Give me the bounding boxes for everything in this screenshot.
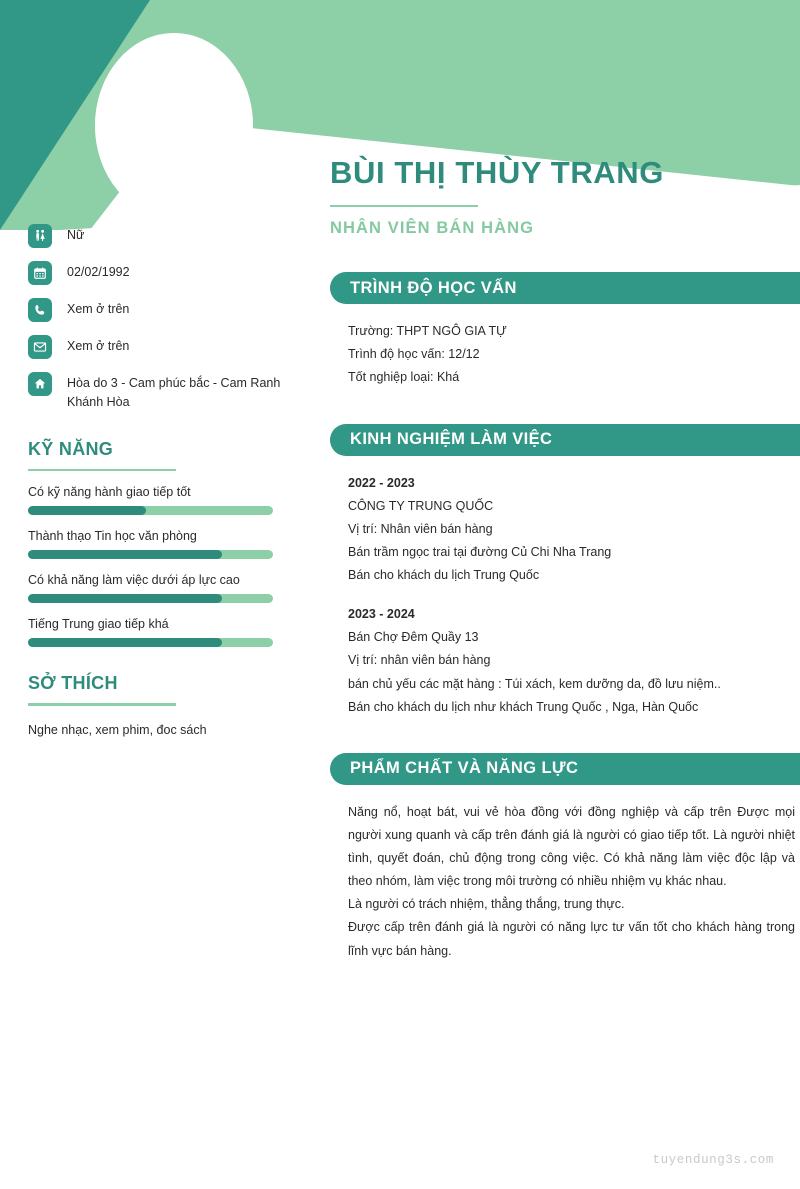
education-body bbox=[330, 304, 800, 389]
section-experience bbox=[330, 424, 800, 719]
contact-item-birthdate bbox=[28, 261, 288, 285]
experience-line: Vị trí: Nhân viên bán hàng bbox=[348, 521, 493, 536]
contact-item-email bbox=[28, 335, 288, 359]
skill-item bbox=[28, 485, 288, 515]
page-title: BÙI THỊ THÙY TRANG bbox=[330, 155, 664, 190]
skill-label: Có khả năng làm việc dưới áp lực cao bbox=[28, 573, 240, 588]
email-icon bbox=[28, 335, 52, 359]
skills-list bbox=[28, 485, 288, 647]
skill-item bbox=[28, 573, 288, 603]
hobbies-text: Nghe nhạc, xem phim, đoc sách bbox=[28, 722, 207, 737]
footer-watermark: tuyendung3s.com bbox=[652, 1153, 774, 1167]
skill-bar-fill bbox=[28, 506, 146, 515]
job-title: NHÂN VIÊN BÁN HÀNG bbox=[330, 219, 535, 238]
education-heading: TRÌNH ĐỘ HỌC VẤN bbox=[350, 278, 517, 297]
contact-value: Xem ở trên bbox=[67, 339, 130, 353]
skill-item bbox=[28, 529, 288, 559]
skill-bar-fill bbox=[28, 594, 222, 603]
skills-heading-rule bbox=[28, 469, 176, 472]
experience-header-bar bbox=[330, 424, 800, 456]
sidebar bbox=[0, 216, 310, 740]
qualities-paragraph: Được cấp trên đánh giá là người có năng lực tư vấn tốt cho khách hàng trong lĩnh vực bán hàng. bbox=[348, 920, 795, 958]
experience-period: 2023 - 2024 bbox=[348, 607, 415, 622]
section-qualities bbox=[330, 753, 800, 963]
experience-body bbox=[330, 456, 800, 719]
contact-list bbox=[28, 224, 288, 413]
main-content bbox=[330, 155, 800, 963]
contact-value: Xem ở trên bbox=[67, 302, 130, 316]
skill-bar-track bbox=[28, 594, 273, 603]
skills-heading: KỸ NĂNG bbox=[28, 438, 114, 459]
experience-line: CÔNG TY TRUNG QUỐC bbox=[348, 498, 494, 513]
skill-bar-fill bbox=[28, 638, 222, 647]
home-icon bbox=[28, 372, 52, 396]
section-education bbox=[330, 272, 800, 389]
title-rule bbox=[330, 205, 478, 208]
education-line: Trường: THPT NGÔ GIA TỰ bbox=[348, 324, 507, 339]
skill-bar-track bbox=[28, 550, 273, 559]
profile-photo bbox=[95, 33, 253, 218]
avatar bbox=[95, 33, 253, 218]
qualities-line: Là người có trách nhiệm, thẳng thắng, trung thực. bbox=[348, 897, 625, 912]
calendar-icon bbox=[28, 261, 52, 285]
skill-label: Có kỹ năng hành giao tiếp tốt bbox=[28, 485, 191, 500]
qualities-body bbox=[330, 785, 800, 963]
experience-period: 2022 - 2023 bbox=[348, 475, 415, 490]
experience-line: Bán cho khách du lịch Trung Quốc bbox=[348, 568, 540, 583]
contact-value: Nữ bbox=[67, 228, 85, 242]
qualities-paragraph: Năng nổ, hoạt bát, vui vẻ hòa đồng với đồng nghiệp và cấp trên Được mọi người xung quanh và cấp trên đánh giá là người có giao tiếp tốt. Là người nhiệt tình, quyết đoán, chủ động trong công việc. Có khả năng làm việc độc lập và theo nhóm, làm việc trong môi trường có nhiều nhiệm vụ khác nhau. bbox=[348, 804, 795, 889]
skill-label: Thành thạo Tin học văn phòng bbox=[28, 529, 197, 544]
contact-item-address bbox=[28, 372, 288, 413]
education-line: Tốt nghiệp loại: Khá bbox=[348, 370, 460, 385]
experience-line: Bán cho khách du lịch như khách Trung Quốc , Nga, Hàn Quốc bbox=[348, 699, 699, 714]
skill-bar-track bbox=[28, 638, 273, 647]
skill-bar-fill bbox=[28, 550, 222, 559]
experience-line: Vị trí: nhân viên bán hàng bbox=[348, 653, 491, 668]
contact-item-phone bbox=[28, 298, 288, 322]
contact-value: Hòa do 3 - Cam phúc bắc - Cam Ranh Khánh Hòa bbox=[67, 376, 281, 410]
contact-item-gender bbox=[28, 224, 288, 248]
phone-icon bbox=[28, 298, 52, 322]
hobbies-heading: SỞ THÍCH bbox=[28, 673, 118, 694]
experience-line: Bán trầm ngọc trai tại đường Củ Chi Nha Trang bbox=[348, 544, 612, 559]
skill-bar-track bbox=[28, 506, 273, 515]
experience-detail: bán chủ yếu các mặt hàng : Túi xách, kem dưỡng da, đồ lưu niệm.. bbox=[348, 676, 721, 691]
qualities-heading: PHẨM CHẤT VÀ NĂNG LỰC bbox=[350, 759, 579, 778]
experience-entry bbox=[348, 603, 795, 719]
education-line: Trình độ học vấn: 12/12 bbox=[348, 347, 480, 362]
qualities-header-bar bbox=[330, 753, 800, 785]
experience-heading: KINH NGHIỆM LÀM VIỆC bbox=[350, 430, 553, 449]
hobbies-heading-rule bbox=[28, 703, 176, 706]
education-header-bar bbox=[330, 272, 800, 304]
experience-line: Bán Chợ Đêm Quầy 13 bbox=[348, 630, 479, 645]
gender-icon bbox=[28, 224, 52, 248]
contact-value: 02/02/1992 bbox=[67, 265, 130, 279]
skill-label: Tiếng Trung giao tiếp khá bbox=[28, 617, 169, 632]
experience-entry bbox=[348, 472, 795, 588]
skill-item bbox=[28, 617, 288, 647]
